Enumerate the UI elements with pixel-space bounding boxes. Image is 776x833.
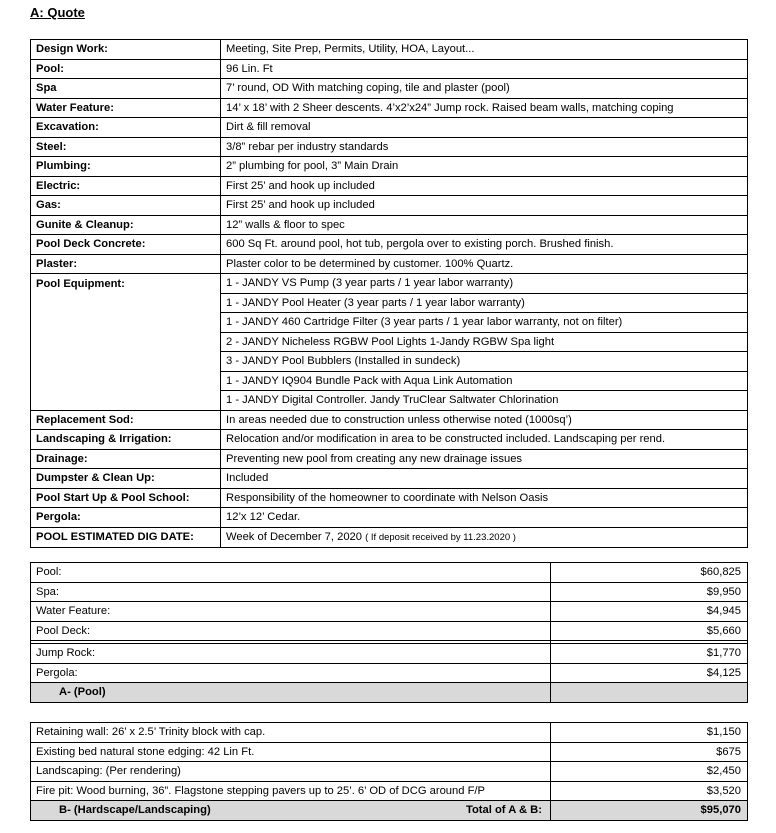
scope-row (31, 371, 748, 391)
price-amount: $1,770 (551, 644, 748, 664)
scope-row (31, 157, 748, 177)
scope-row (31, 196, 748, 216)
scope-row (31, 332, 748, 352)
subtotal-label-a: A- (Pool) (31, 683, 551, 703)
price-amount: $3,520 (551, 781, 748, 801)
scope-description: 600 Sq Ft. around pool, hot tub, pergola over to existing porch. Brushed finish. (221, 235, 748, 255)
price-amount: $4,945 (551, 602, 748, 622)
subtotal-b-text: B- (Hardscape/Landscaping) (59, 804, 211, 817)
scope-row (31, 215, 748, 235)
grand-total-amount: $95,070 (551, 801, 748, 821)
price-item: Pool: (31, 563, 551, 583)
scope-label (31, 371, 221, 391)
scope-row (31, 137, 748, 157)
scope-description: 12’x 12’ Cedar. (221, 508, 748, 528)
scope-label: Pergola: (31, 508, 221, 528)
price-amount: $9,950 (551, 582, 748, 602)
scope-label: Pool Start Up & Pool School: (31, 488, 221, 508)
dig-date-text: Week of December 7, 2020 (226, 530, 362, 543)
scope-label: Landscaping & Irrigation: (31, 430, 221, 450)
price-amount: $4,125 (551, 663, 748, 683)
scope-row (31, 59, 748, 79)
price-row (31, 563, 748, 583)
scope-description: Included (221, 469, 748, 489)
scope-label: Gas: (31, 196, 221, 216)
scope-description: In areas needed due to construction unless otherwise noted (1000sq’) (221, 410, 748, 430)
price-amount: $60,825 (551, 563, 748, 583)
scope-row (31, 469, 748, 489)
scope-label: Plumbing: (31, 157, 221, 177)
price-amount: $675 (551, 742, 748, 762)
price-item: Landscaping: (Per rendering) (31, 762, 551, 782)
scope-label: Dumpster & Clean Up: (31, 469, 221, 489)
price-row (31, 781, 748, 801)
scope-description: 1 - JANDY VS Pump (3 year parts / 1 year labor warranty) (221, 274, 748, 294)
scope-description: 1 - JANDY Digital Controller. Jandy TruClear Saltwater Chlorination (221, 391, 748, 411)
price-row (31, 602, 748, 622)
price-row (31, 644, 748, 664)
scope-row (31, 98, 748, 118)
scope-row (31, 449, 748, 469)
scope-description: 7’ round, OD With matching coping, tile and plaster (pool) (221, 79, 748, 99)
subtotal-row-a (31, 683, 748, 703)
price-row (31, 723, 748, 743)
scope-row (31, 410, 748, 430)
scope-description: 2 - JANDY Nicheless RGBW Pool Lights 1-Jandy RGBW Spa light (221, 332, 748, 352)
scope-description: Preventing new pool from creating any new drainage issues (221, 449, 748, 469)
scope-description: 2” plumbing for pool, 3” Main Drain (221, 157, 748, 177)
price-item: Spa: (31, 582, 551, 602)
scope-description: 1 - JANDY IQ904 Bundle Pack with Aqua Link Automation (221, 371, 748, 391)
subtotal-amount-a (551, 683, 748, 703)
price-row (31, 663, 748, 683)
scope-row (31, 274, 748, 294)
scope-row (31, 508, 748, 528)
dig-date-label: POOL ESTIMATED DIG DATE: (31, 527, 221, 547)
scope-description: Responsibility of the homeowner to coordinate with Nelson Oasis (221, 488, 748, 508)
scope-label: Design Work: (31, 40, 221, 60)
scope-label: Electric: (31, 176, 221, 196)
scope-label: Pool: (31, 59, 221, 79)
scope-row (31, 118, 748, 138)
scope-label: Excavation: (31, 118, 221, 138)
quote-heading: A: Quote (30, 5, 85, 20)
scope-description: 12” walls & floor to spec (221, 215, 748, 235)
scope-row (31, 254, 748, 274)
scope-row (31, 79, 748, 99)
scope-label: Pool Equipment: (31, 274, 221, 294)
scope-description: 1 - JANDY 460 Cartridge Filter (3 year parts / 1 year labor warranty, not on filter) (221, 313, 748, 333)
grand-total-label: Total of A & B: (465, 804, 542, 817)
dig-date-row (31, 527, 748, 547)
scope-description: Meeting, Site Prep, Permits, Utility, HOA, Layout... (221, 40, 748, 60)
price-item: Existing bed natural stone edging: 42 Lin Ft. (31, 742, 551, 762)
price-amount: $2,450 (551, 762, 748, 782)
price-item: Fire pit: Wood burning, 36”. Flagstone stepping pavers up to 25’. 6’ OD of DCG around F/P (31, 781, 551, 801)
dig-date-note: ( If deposit received by 11.23.2020 ) (365, 531, 516, 543)
price-row (31, 762, 748, 782)
price-item: Jump Rock: (31, 644, 551, 664)
price-amount: $5,660 (551, 621, 748, 641)
scope-table (30, 39, 748, 548)
price-item: Water Feature: (31, 602, 551, 622)
scope-row (31, 40, 748, 60)
scope-description: First 25’ and hook up included (221, 196, 748, 216)
scope-label (31, 352, 221, 372)
scope-label: Drainage: (31, 449, 221, 469)
price-row (31, 621, 748, 641)
price-item: Retaining wall: 26’ x 2.5’ Trinity block with cap. (31, 723, 551, 743)
scope-description: 1 - JANDY Pool Heater (3 year parts / 1 year labor warranty) (221, 293, 748, 313)
scope-label (31, 332, 221, 352)
price-item: Pergola: (31, 663, 551, 683)
scope-description: 96 Lin. Ft (221, 59, 748, 79)
subtotal-label-b (31, 801, 551, 821)
scope-row (31, 430, 748, 450)
scope-label: Water Feature: (31, 98, 221, 118)
price-row (31, 742, 748, 762)
scope-description: 14’ x 18’ with 2 Sheer descents. 4’x2’x24” Jump rock. Raised beam walls, matching coping (221, 98, 748, 118)
price-amount: $1,150 (551, 723, 748, 743)
scope-label: Replacement Sod: (31, 410, 221, 430)
price-item: Pool Deck: (31, 621, 551, 641)
scope-label: Pool Deck Concrete: (31, 235, 221, 255)
scope-row (31, 176, 748, 196)
scope-label: Steel: (31, 137, 221, 157)
scope-label: Gunite & Cleanup: (31, 215, 221, 235)
scope-label: Plaster: (31, 254, 221, 274)
scope-description: Dirt & fill removal (221, 118, 748, 138)
hardscape-price-table (30, 722, 748, 821)
dig-date-value (221, 527, 748, 547)
scope-description: 3/8” rebar per industry standards (221, 137, 748, 157)
scope-label (31, 293, 221, 313)
scope-row (31, 293, 748, 313)
grand-total-row (31, 801, 748, 821)
scope-row (31, 313, 748, 333)
scope-label (31, 313, 221, 333)
scope-description: Relocation and/or modification in area to be constructed included. Landscaping per rend. (221, 430, 748, 450)
scope-description: Plaster color to be determined by customer. 100% Quartz. (221, 254, 748, 274)
scope-description: First 25’ and hook up included (221, 176, 748, 196)
scope-description: 3 - JANDY Pool Bubblers (Installed in sundeck) (221, 352, 748, 372)
pool-price-table (30, 562, 748, 703)
scope-label (31, 391, 221, 411)
scope-label: Spa (31, 79, 221, 99)
scope-row (31, 352, 748, 372)
scope-row (31, 391, 748, 411)
scope-row (31, 488, 748, 508)
price-row (31, 582, 748, 602)
scope-row (31, 235, 748, 255)
